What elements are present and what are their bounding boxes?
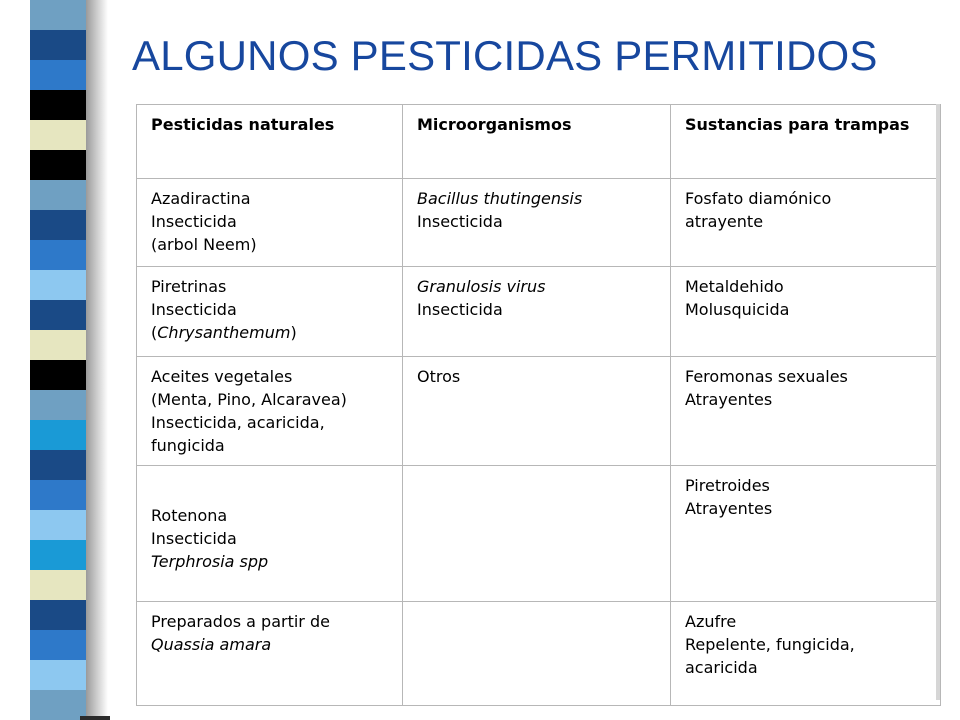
cell-text-italic: Chrysanthemum bbox=[157, 323, 291, 342]
table-cell bbox=[671, 267, 941, 357]
stripe-segment bbox=[30, 180, 86, 210]
header-natural-pesticides: Pesticidas naturales bbox=[137, 105, 403, 179]
cell-line: Insecticida bbox=[151, 212, 237, 231]
header-microorganisms: Microorganismos bbox=[403, 105, 671, 179]
header-trap-substances: Sustancias para trampas bbox=[671, 105, 941, 179]
cell-line-italic: Granulosis virus bbox=[417, 277, 546, 296]
cell-line: Piretroides bbox=[685, 476, 770, 495]
table-cell bbox=[403, 267, 671, 357]
cell-line: Atrayentes bbox=[685, 499, 773, 518]
stripe-segment bbox=[30, 510, 86, 540]
stripe-segment bbox=[30, 540, 86, 570]
stripe-segment bbox=[30, 270, 86, 300]
cell-line: Azufre bbox=[685, 612, 737, 631]
cell-line: Feromonas sexuales bbox=[685, 367, 848, 386]
stripe-segment bbox=[30, 360, 86, 390]
stripe-shadow bbox=[86, 0, 108, 720]
table-cell bbox=[137, 602, 403, 706]
stripe-segment bbox=[30, 30, 86, 60]
stripe-segment bbox=[30, 240, 86, 270]
cell-line: Insecticida bbox=[417, 212, 503, 231]
cell-line: (arbol Neem) bbox=[151, 235, 257, 254]
table-cell bbox=[671, 466, 941, 602]
stripe-segment bbox=[30, 0, 86, 30]
table-cell bbox=[403, 357, 671, 466]
cell-line: (Menta, Pino, Alcaravea) bbox=[151, 390, 347, 409]
stripe-segment bbox=[30, 60, 86, 90]
cell-line: Aceites vegetales bbox=[151, 367, 293, 386]
cell-line: Preparados a partir de bbox=[151, 612, 330, 631]
stripe-segment bbox=[30, 600, 86, 630]
table-cell bbox=[137, 267, 403, 357]
stripe-segment bbox=[30, 390, 86, 420]
table-row bbox=[137, 179, 941, 267]
cell-line: Insecticida bbox=[151, 529, 237, 548]
decorative-stripe bbox=[30, 0, 86, 720]
table-header-row bbox=[137, 105, 941, 179]
table-row bbox=[137, 602, 941, 706]
stripe-segment bbox=[30, 120, 86, 150]
table-cell bbox=[671, 179, 941, 267]
stripe-segment bbox=[30, 630, 86, 660]
cell-line: Rotenona bbox=[151, 506, 228, 525]
cell-line: Repelente, fungicida, bbox=[685, 635, 855, 654]
cell-line: Azadiractina bbox=[151, 189, 251, 208]
cell-line: Molusquicida bbox=[685, 300, 790, 319]
stripe-shadow-base bbox=[80, 716, 110, 720]
stripe-segment bbox=[30, 300, 86, 330]
table-cell bbox=[137, 466, 403, 602]
paren-close: ) bbox=[290, 323, 297, 342]
table-shadow bbox=[936, 104, 940, 700]
paren-open: ( bbox=[151, 323, 158, 342]
cell-line: Insecticida, acaricida, bbox=[151, 413, 325, 432]
page-title: ALGUNOS PESTICIDAS PERMITIDOS bbox=[132, 32, 878, 79]
table-cell bbox=[403, 466, 671, 602]
table-row bbox=[137, 267, 941, 357]
table-cell bbox=[671, 357, 941, 466]
cell-line: atrayente bbox=[685, 212, 764, 231]
stripe-segment bbox=[30, 480, 86, 510]
table-cell bbox=[137, 357, 403, 466]
cell-line: acaricida bbox=[685, 658, 758, 677]
table-cell bbox=[137, 179, 403, 267]
cell-line-italic: Bacillus thutingensis bbox=[417, 189, 583, 208]
stripe-segment bbox=[30, 210, 86, 240]
table-row bbox=[137, 466, 941, 602]
cell-line-italic: Quassia amara bbox=[151, 635, 272, 654]
table-row bbox=[137, 357, 941, 466]
table-cell bbox=[403, 179, 671, 267]
cell-line: Metaldehido bbox=[685, 277, 784, 296]
cell-line: Fosfato diamónico bbox=[685, 189, 832, 208]
cell-line: Otros bbox=[417, 367, 461, 386]
cell-line: Insecticida bbox=[151, 300, 237, 319]
stripe-segment bbox=[30, 150, 86, 180]
pesticides-table bbox=[136, 104, 941, 706]
cell-line-mixed bbox=[151, 321, 388, 344]
stripe-segment bbox=[30, 570, 86, 600]
cell-line-italic: Terphrosia spp bbox=[151, 552, 269, 571]
stripe-segment bbox=[30, 690, 86, 720]
cell-line: Insecticida bbox=[417, 300, 503, 319]
table-cell bbox=[403, 602, 671, 706]
cell-line: Piretrinas bbox=[151, 277, 227, 296]
stripe-segment bbox=[30, 660, 86, 690]
stripe-segment bbox=[30, 90, 86, 120]
stripe-segment bbox=[30, 330, 86, 360]
cell-line: fungicida bbox=[151, 436, 225, 455]
stripe-segment bbox=[30, 420, 86, 450]
cell-line: Atrayentes bbox=[685, 390, 773, 409]
stripe-segment bbox=[30, 450, 86, 480]
table-cell bbox=[671, 602, 941, 706]
